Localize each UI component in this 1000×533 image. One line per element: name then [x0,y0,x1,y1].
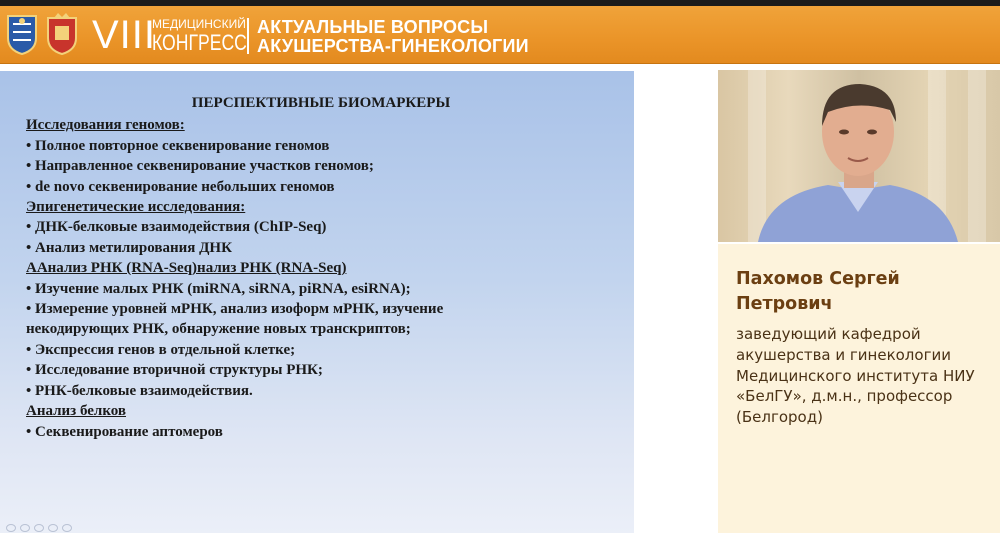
slide-bullet-item: некодирующих РНК, обнаружение новых транскриптов; [26,321,411,338]
slide-bullet-item: • Направленное секвенирование участков геномов; [26,158,374,175]
presentation-slide [0,71,634,533]
slide-navigation [6,524,72,532]
slide-nav-icon[interactable] [6,524,16,532]
slide-bullet-item: • Секвенирование аптомеров [26,423,223,440]
slide-section-heading: Исследования геномов: [26,117,185,134]
congress-subtitle: МЕДИЦИНСКИЙ [152,17,246,31]
slide-section-heading: Анализ белков [26,403,126,420]
speaker-figure [718,70,1000,242]
congress-number: VIII [92,13,157,57]
slide-nav-icon[interactable] [62,524,72,532]
speaker-description: заведующий кафедрой акушерства и гинекологии Медицинского института НИУ «БелГУ», д.м.н., профессор (Белгород) [736,325,975,427]
congress-title [257,18,529,56]
header-divider [247,18,249,54]
slide-bullet-item: • Исследование вторичной структуры РНК; [26,362,323,379]
slide-content [26,93,626,442]
slide-nav-icon[interactable] [48,524,58,532]
coat-of-arms-icon [4,12,40,56]
slide-bullet-item: • Изучение малых РНК (miRNA, siRNA, piRNA, esiRNA); [26,280,411,297]
slide-nav-icon[interactable] [20,524,30,532]
congress-title-line2: АКУШЕРСТВА-ГИНЕКОЛОГИИ [257,36,529,56]
conference-header [0,6,1000,64]
slide-bullet-item: • РНК-белковые взаимодействия. [26,382,253,399]
slide-bullet-item: • Полное повторное секвенирование геномов [26,137,330,154]
speaker-name: Пахомов Сергей Петрович [736,269,900,314]
slide-nav-icon[interactable] [34,524,44,532]
congress-label: КОНГРЕСС [152,30,247,55]
slide-bullet-item: • Экспрессия генов в отдельной клетке; [26,341,296,358]
slide-section-heading: Эпигенетические исследования: [26,199,246,216]
slide-title: ПЕРСПЕКТИВНЫЕ БИОМАРКЕРЫ [191,95,451,111]
panel-divider [718,242,1000,244]
slide-bullet-item: • Анализ метилирования ДНК [26,239,232,256]
speaker-info-panel [718,242,1000,533]
slide-bullet-item: • Измерение уровней мРНК, анализ изоформ мРНК, изучение [26,301,444,318]
slide-lines [26,115,626,442]
slide-section-heading: ААнализ РНК (RNA-Seq)нализ РНК (RNA-Seq) [26,260,347,277]
congress-title-line1: АКТУАЛЬНЫЕ ВОПРОСЫ [257,17,489,37]
slide-bullet-item: • ДНК-белковые взаимодействия (ChIP-Seq) [26,219,327,236]
slide-bullet-item: • de novo секвенирование небольших геномов [26,178,335,195]
speaker-video [718,70,1000,242]
coat-of-arms-icon [44,12,80,56]
